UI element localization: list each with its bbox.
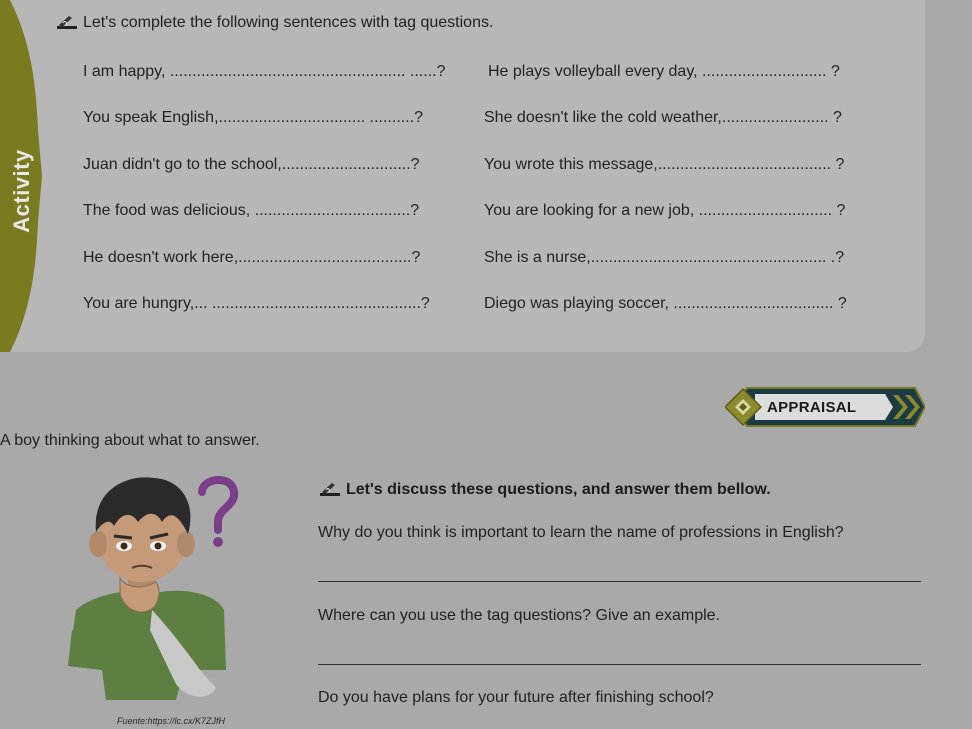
discussion-question-2: Where can you use the tag questions? Give an example. (318, 607, 721, 624)
discussion-title-text: Let's discuss these questions, and answer them bellow. (346, 481, 771, 498)
sentence-right-1: He plays volleyball every day, ............................ ? (488, 63, 840, 80)
activity-tab (0, 0, 42, 352)
sentence-right-4: You are looking for a new job, .............................. ? (484, 202, 846, 219)
sentence-left-4: The food was delicious, ...................................? (83, 202, 420, 219)
activity-instruction (55, 14, 493, 32)
sentence-left-6: You are hungry,... ...............................................? (83, 295, 430, 312)
sentence-right-6: Diego was playing soccer, .................................... ? (484, 295, 847, 312)
writing-hand-icon (55, 14, 79, 32)
activity-tab-label: Activity (9, 149, 34, 233)
image-source: Fuente:https://lc.cx/K7ZJfH (117, 716, 226, 726)
answer-line-1[interactable] (318, 581, 921, 582)
activity-card (0, 0, 925, 352)
writing-hand-icon (318, 481, 342, 499)
sentence-right-2: She doesn't like the cold weather,........................ ? (484, 109, 842, 126)
sentence-left-1: I am happy, ..................................................... ......? (83, 63, 446, 80)
illustration-caption: A boy thinking about what to answer. (0, 432, 260, 449)
instruction-text: Let's complete the following sentences with tag questions. (83, 14, 494, 31)
sentence-left-2: You speak English,................................. ..........? (83, 109, 423, 126)
sentence-left-5: He doesn't work here,.......................................? (83, 249, 421, 266)
appraisal-label: APPRAISAL (767, 399, 857, 416)
sentence-right-3: You wrote this message,....................................... ? (484, 156, 845, 173)
thinking-boy-illustration (66, 470, 256, 710)
answer-line-2[interactable] (318, 664, 921, 665)
discussion-title (318, 481, 771, 499)
discussion-question-3: Do you have plans for your future after finishing school? (318, 689, 714, 706)
sentence-left-3: Juan didn't go to the school,.............................? (83, 156, 420, 173)
sentence-right-5: She is a nurse,..................................................... .? (484, 249, 845, 266)
discussion-question-1: Why do you think is important to learn the name of professions in English? (318, 524, 844, 541)
